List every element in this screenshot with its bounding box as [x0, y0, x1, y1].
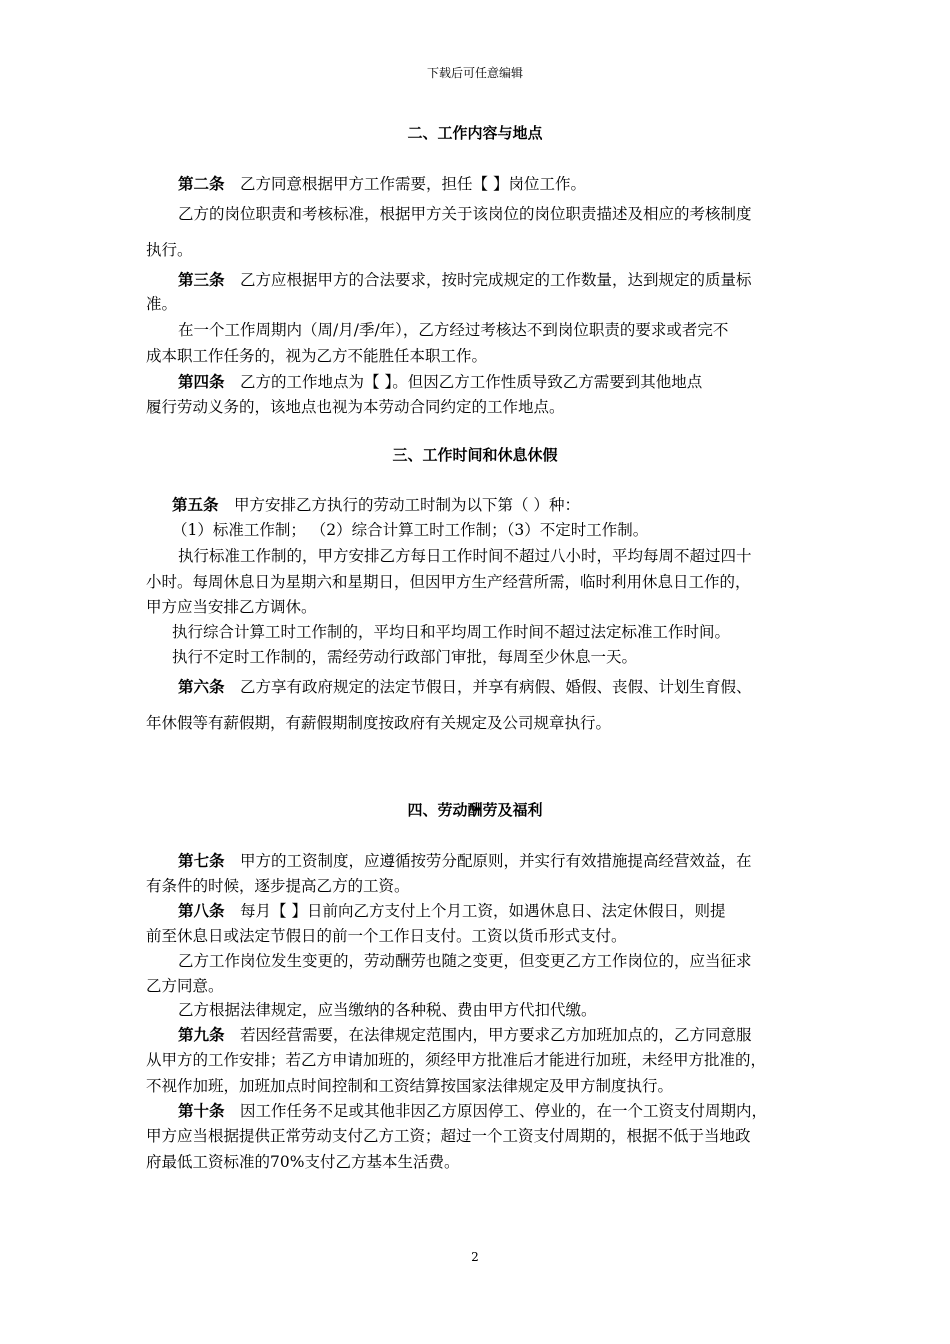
article-number: 第五条 [172, 495, 219, 514]
article-number: 第九条 [178, 1025, 225, 1044]
article-number: 第四条 [178, 372, 225, 391]
text-line: 有条件的时候，逐步提高乙方的工资。 [146, 877, 410, 895]
article-text: 因工作任务不足或其他非因乙方原因停工、停业的，在一个工资支付周期内， [240, 1102, 768, 1120]
article-text: 乙方应根据甲方的合法要求，按时完成规定的工作数量，达到规定的质量标 [240, 271, 752, 289]
text-line: 乙方根据法律规定，应当缴纳的各种税、费由甲方代扣代缴。 [178, 1001, 597, 1019]
article-number: 第十条 [178, 1101, 225, 1120]
page-header: 下载后可任意编辑 [426, 66, 523, 80]
text-line: 成本职工作任务的，视为乙方不能胜任本职工作。 [146, 347, 488, 365]
text-line: 履行劳动义务的，该地点也视为本劳动合同约定的工作地点。 [146, 398, 565, 416]
text-line: 执行标准工作制的，甲方安排乙方每日工作时间不超过八小时，平均每周不超过四十 [178, 547, 752, 565]
article-text: 乙方的工作地点为【 】。但因乙方工作性质导致乙方需要到其他地点 [240, 373, 703, 391]
text-line: 在一个工作周期内（周/月/季/年），乙方经过考核达不到岗位职责的要求或者完不 [178, 321, 729, 339]
article-2-line [178, 174, 586, 194]
text-line: （1）标准工作制； （2）综合计算工时工作制；（3）不定时工作制。 [172, 521, 649, 539]
text-line: 从甲方的工作安排；若乙方申请加班的，须经甲方批准后才能进行加班，未经甲方批准的， [146, 1051, 767, 1069]
section-heading-2: 二、工作内容与地点 [407, 124, 543, 142]
text-line: 府最低工资标准的70%支付乙方基本生活费。 [146, 1153, 460, 1171]
text-line: 乙方工作岗位发生变更的，劳动酬劳也随之变更，但变更乙方工作岗位的，应当征求 [178, 952, 752, 970]
article-number: 第六条 [178, 677, 225, 696]
text-line: 前至休息日或法定节假日的前一个工作日支付。工资以货币形式支付。 [146, 927, 627, 945]
text-line: 乙方的岗位职责和考核标准，根据甲方关于该岗位的岗位职责描述及相应的考核制度 [178, 205, 752, 223]
article-9-line [178, 1025, 752, 1045]
article-number: 第八条 [178, 901, 225, 920]
article-text: 乙方同意根据甲方工作需要，担任【 】岗位工作。 [240, 175, 586, 193]
text-line: 年休假等有薪假期，有薪假期制度按政府有关规定及公司规章执行。 [146, 714, 612, 732]
text-line: 执行综合计算工时工作制的，平均日和平均周工作时间不超过法定标准工作时间。 [172, 623, 731, 641]
article-text: 乙方享有政府规定的法定节假日，并享有病假、婚假、丧假、计划生育假、 [240, 678, 752, 696]
article-8-line [178, 901, 725, 921]
article-text: 甲方的工资制度，应遵循按劳分配原则，并实行有效措施提高经营效益，在 [240, 852, 752, 870]
section-heading-3: 三、工作时间和休息休假 [392, 446, 558, 464]
text-line: 准。 [146, 295, 178, 313]
article-5-line [172, 495, 580, 515]
article-10-line [178, 1101, 767, 1121]
text-line: 不视作加班，加班加点时间控制和工资结算按国家法律规定及甲方制度执行。 [146, 1077, 674, 1095]
article-7-line [178, 851, 752, 871]
article-text: 甲方安排乙方执行的劳动工时制为以下第（ ）种： [234, 496, 580, 514]
page-number: 2 [471, 1250, 479, 1264]
article-number: 第二条 [178, 174, 225, 193]
article-number: 第三条 [178, 270, 225, 289]
article-text: 若因经营需要，在法律规定范围内，甲方要求乙方加班加点的，乙方同意服 [240, 1026, 752, 1044]
text-line: 甲方应当根据提供正常劳动支付乙方工资；超过一个工资支付周期的，根据不低于当地政 [146, 1127, 751, 1145]
section-heading-4: 四、劳动酬劳及福利 [407, 801, 543, 819]
article-4-line [178, 372, 702, 392]
article-6-line [178, 677, 752, 697]
text-line: 乙方同意。 [146, 977, 224, 995]
text-line: 甲方应当安排乙方调休。 [146, 598, 317, 616]
article-3-line [178, 270, 752, 290]
article-number: 第七条 [178, 851, 225, 870]
article-text: 每月【 】日前向乙方支付上个月工资，如遇休息日、法定休假日，则提 [240, 902, 726, 920]
text-line: 执行不定时工作制的，需经劳动行政部门审批，每周至少休息一天。 [172, 648, 638, 666]
text-line: 小时。每周休息日为星期六和星期日，但因甲方生产经营所需，临时利用休息日工作的， [146, 573, 751, 591]
text-line: 执行。 [146, 241, 193, 259]
